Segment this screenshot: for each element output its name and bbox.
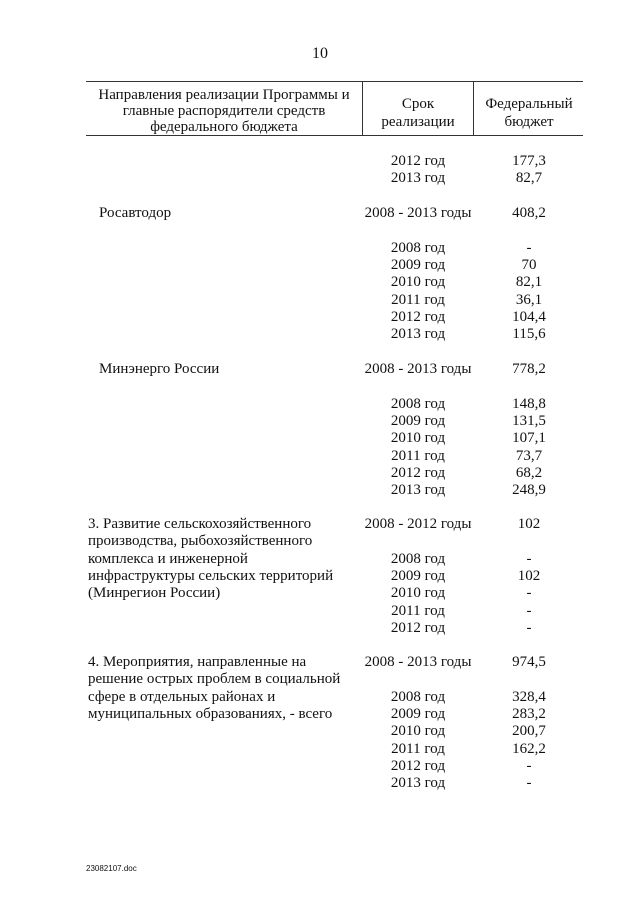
term-cell: 2013 год bbox=[390, 326, 446, 343]
budget-cell: 162,2 bbox=[512, 740, 546, 757]
row-label: 4. Мероприятия, направленные на решение острых проблем в социальной сфере в отдельных районах и муниципальных образованиях, - всего bbox=[88, 654, 341, 722]
budget-cell: 36,1 bbox=[515, 291, 543, 308]
term-cell: 2012 год bbox=[390, 757, 446, 774]
budget-cell: 148,8 bbox=[512, 395, 546, 412]
budget-cell: 408,2 bbox=[512, 205, 546, 221]
budget-cell: - bbox=[526, 757, 532, 774]
budget-cell: 177,3 bbox=[512, 153, 546, 169]
table-header-rule bbox=[86, 135, 583, 136]
term-cell: 2008 год bbox=[390, 688, 446, 705]
budget-cell: 82,1 bbox=[515, 274, 543, 291]
term-cell: 2008 год bbox=[390, 395, 446, 412]
budget-cell: 107,1 bbox=[512, 430, 546, 447]
budget-cell: 200,7 bbox=[512, 723, 546, 740]
term-cell: 2012 год bbox=[390, 619, 446, 636]
budget-cell: 283,2 bbox=[512, 705, 546, 722]
term-cell: 2011 год bbox=[391, 602, 445, 619]
term-cell: 2011 год bbox=[391, 740, 445, 757]
header-budget: Федеральный бюджет bbox=[485, 96, 573, 130]
header-directions: Направления реализации Программы и главные распорядители средств федерального бюджета bbox=[98, 87, 350, 135]
term-cell: 2008 - 2013 годы bbox=[364, 205, 472, 221]
budget-cell: 102 bbox=[517, 567, 541, 584]
term-cell: 2012 год bbox=[390, 153, 446, 169]
budget-cell: 104,4 bbox=[512, 308, 546, 325]
budget-cell: 70 bbox=[521, 256, 537, 273]
budget-cell: 248,9 bbox=[512, 482, 546, 499]
term-cell: 2009 год bbox=[390, 705, 446, 722]
budget-cell: 974,5 bbox=[512, 654, 546, 670]
term-cell: 2012 год bbox=[390, 464, 446, 481]
term-cell: 2008 год bbox=[390, 550, 446, 567]
term-cell: 2008 - 2013 годы bbox=[364, 654, 472, 670]
budget-cell: - bbox=[526, 775, 532, 792]
budget-cell: - bbox=[526, 602, 532, 619]
budget-cell: 778,2 bbox=[512, 361, 546, 377]
row-label: Росавтодор bbox=[99, 205, 172, 221]
term-cell: 2010 год bbox=[390, 585, 446, 602]
budget-cell: - bbox=[526, 550, 532, 567]
page-number: 10 bbox=[312, 45, 328, 62]
term-cell: 2009 год bbox=[390, 412, 446, 429]
header-term: Срок реализации bbox=[381, 96, 455, 130]
budget-cell: - bbox=[526, 239, 532, 256]
term-cell: 2011 год bbox=[391, 291, 445, 308]
term-cell: 2009 год bbox=[390, 256, 446, 273]
budget-cell: 73,7 bbox=[515, 447, 543, 464]
term-cell: 2013 год bbox=[390, 170, 446, 187]
term-cell: 2008 - 2013 годы bbox=[364, 361, 472, 377]
term-cell: 2008 - 2012 годы bbox=[364, 516, 472, 532]
column-divider bbox=[362, 81, 363, 135]
term-cell: 2013 год bbox=[390, 482, 446, 499]
term-cell: 2009 год bbox=[390, 567, 446, 584]
term-cell: 2012 год bbox=[390, 308, 446, 325]
budget-cell: - bbox=[526, 619, 532, 636]
table-top-rule bbox=[86, 81, 583, 82]
budget-cell: 102 bbox=[517, 516, 541, 532]
budget-cell: 328,4 bbox=[512, 688, 546, 705]
row-label: Минэнерго России bbox=[99, 361, 220, 377]
term-cell: 2010 год bbox=[390, 430, 446, 447]
term-cell: 2008 год bbox=[390, 239, 446, 256]
budget-cell: - bbox=[526, 585, 532, 602]
budget-cell: 131,5 bbox=[512, 412, 546, 429]
budget-cell: 68,2 bbox=[515, 464, 543, 481]
column-divider bbox=[473, 81, 474, 135]
term-cell: 2010 год bbox=[390, 723, 446, 740]
term-cell: 2011 год bbox=[391, 447, 445, 464]
budget-cell: 115,6 bbox=[512, 326, 546, 343]
budget-cell: 82,7 bbox=[515, 170, 543, 187]
term-cell: 2010 год bbox=[390, 274, 446, 291]
term-cell: 2013 год bbox=[390, 775, 446, 792]
footer-filename: 23082107.doc bbox=[86, 864, 137, 873]
row-label: 3. Развитие сельскохозяйственного производства, рыбохозяйственного комплекса и инженерной инфраструктуры сельских территорий (Минрегион России) bbox=[88, 516, 334, 602]
